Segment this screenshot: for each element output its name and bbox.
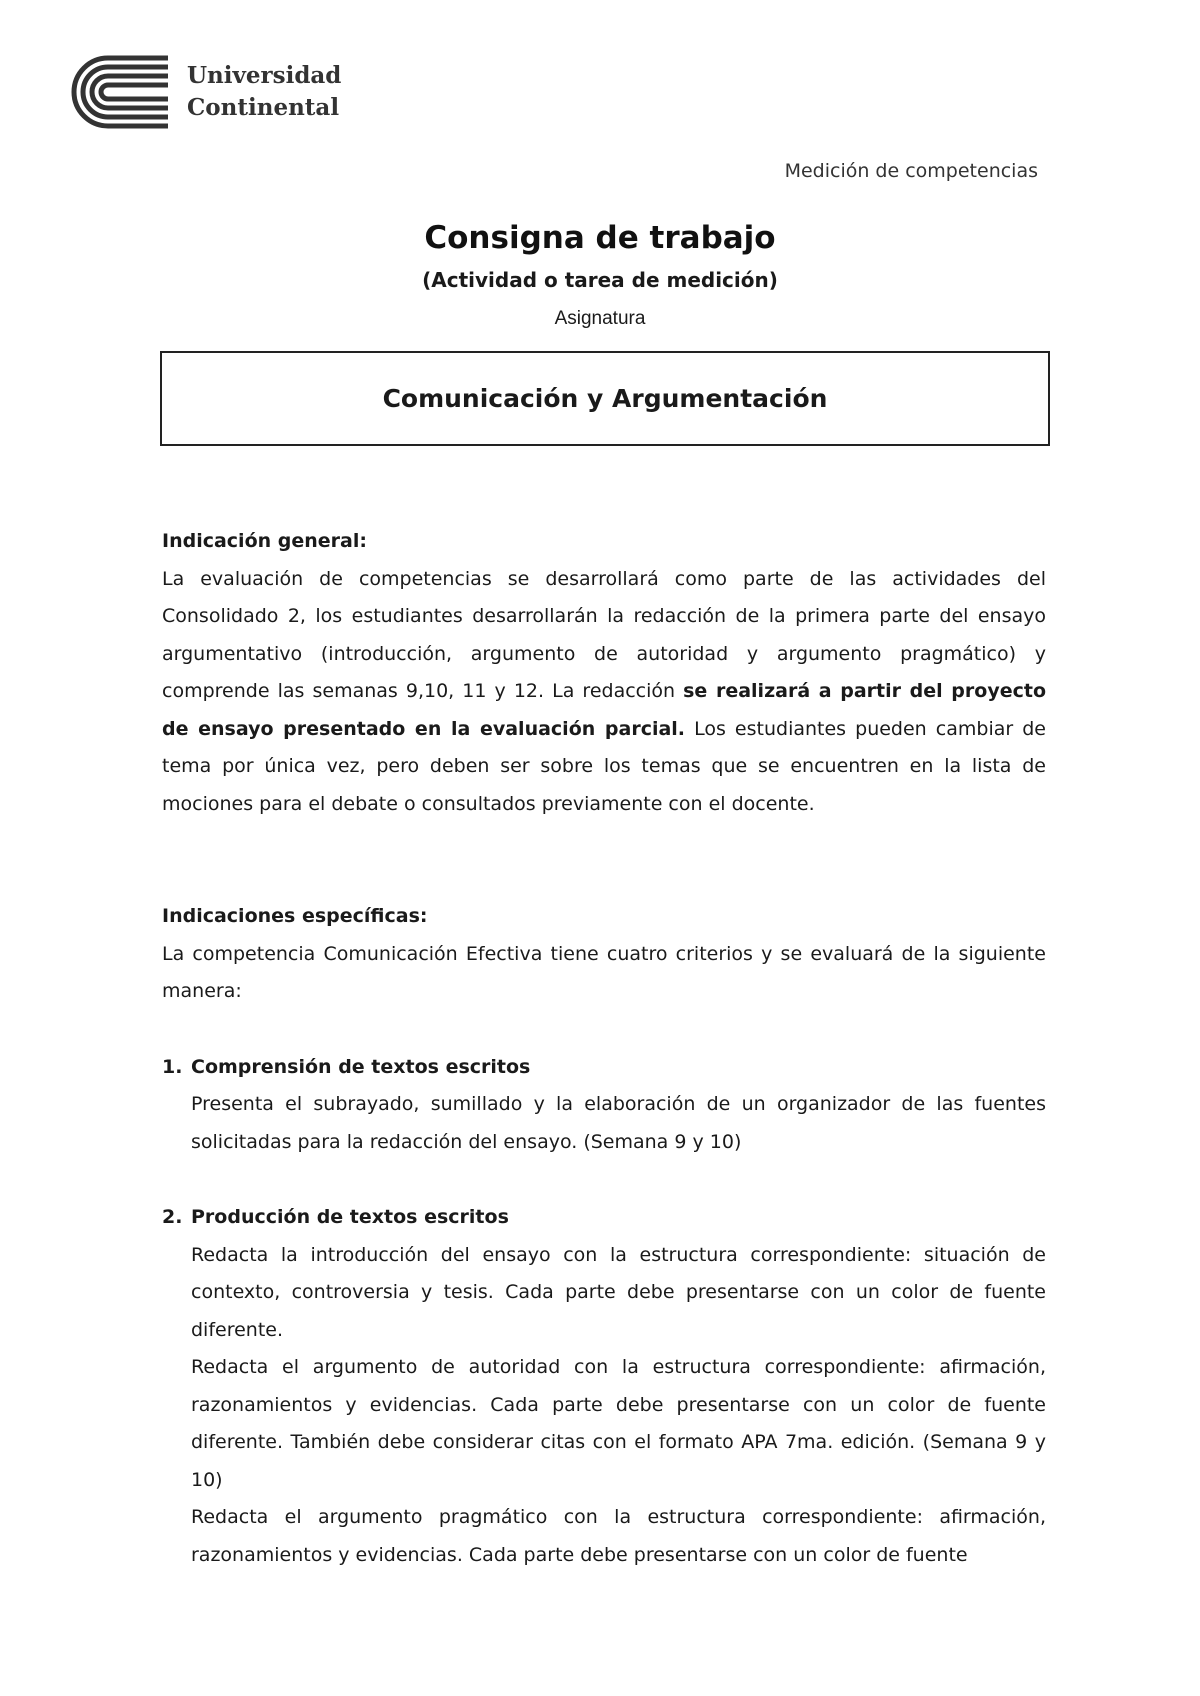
document-type: Medición de competencias	[784, 160, 1038, 182]
general-text-end: Los estudiantes pueden cambiar de tema por única vez, pero deben ser sobre los temas que se encuentren en la lista de mociones para el debate o consultados previamente con el docente.	[162, 717, 1046, 815]
page-title: Consigna de trabajo	[424, 220, 776, 256]
course-name: Comunicación y Argumentación	[382, 384, 828, 413]
criterion-2-text-1: Redacta la introducción del ensayo con la estructura correspondiente: situación de contexto, controversia y tesis. Cada parte debe presentarse con un color de fuente diferente.	[191, 1243, 1046, 1341]
specific-intro: La competencia Comunicación Efectiva tiene cuatro criterios y se evaluará de la siguiente manera:	[162, 942, 1046, 1002]
university-logo	[70, 54, 350, 130]
criterion-2-title: Producción de textos escritos	[191, 1206, 509, 1228]
asignatura-label: Asignatura	[554, 308, 646, 329]
course-name-box	[160, 351, 1050, 446]
specific-heading: Indicaciones específicas:	[162, 905, 428, 927]
logo-line-1: Universidad	[187, 62, 342, 89]
logo-text	[187, 60, 341, 124]
criterion-1-number: 1.	[162, 1055, 183, 1078]
logo-mark-icon	[70, 54, 174, 130]
criterion-1-title-row	[162, 1049, 1046, 1087]
criterion-2-text-2: Redacta el argumento de autoridad con la estructura correspondiente: afirmación, razonamientos y evidencias. Cada parte debe presentarse con un color de fuente diferente. También debe considerar citas con el formato APA 7ma. edición. (Semana 9 y 10)	[191, 1356, 1046, 1491]
general-text-bold: se realizará a partir del proyecto de ensayo presentado en la evaluación parcial.	[162, 680, 1046, 740]
criterion-2-text-3: Redacta el argumento pragmático con la estructura correspondiente: afirmación, razonamientos y evidencias. Cada parte debe presentarse con un color de fuente	[191, 1506, 1046, 1566]
criterion-2-number: 2.	[162, 1206, 183, 1228]
page-subtitle: (Actividad o tarea de medición)	[422, 268, 778, 292]
logo-line-2: Continental	[187, 94, 340, 121]
criterion-2-title-row	[162, 1199, 1046, 1237]
criterion-1-title: Comprensión de textos escritos	[191, 1055, 531, 1078]
criterion-1-text: Presenta el subrayado, sumillado y la elaboración de un organizador de las fuentes solicitadas para la redacción del ensayo. (Semana 9 y 10)	[191, 1093, 1046, 1153]
general-heading: Indicación general:	[162, 530, 367, 552]
document-body	[162, 523, 1046, 1574]
general-text-start: La evaluación de competencias se desarrollará como parte de las actividades del Consolidado 2, los estudiantes desarrollarán la redacción de la primera parte del ensayo argumentativo (introducción, argumento de autoridad y argumento pragmático) y comprende las semanas 9,10, 11 y 12. La redacción	[162, 567, 1046, 702]
general-paragraph	[162, 561, 1046, 824]
